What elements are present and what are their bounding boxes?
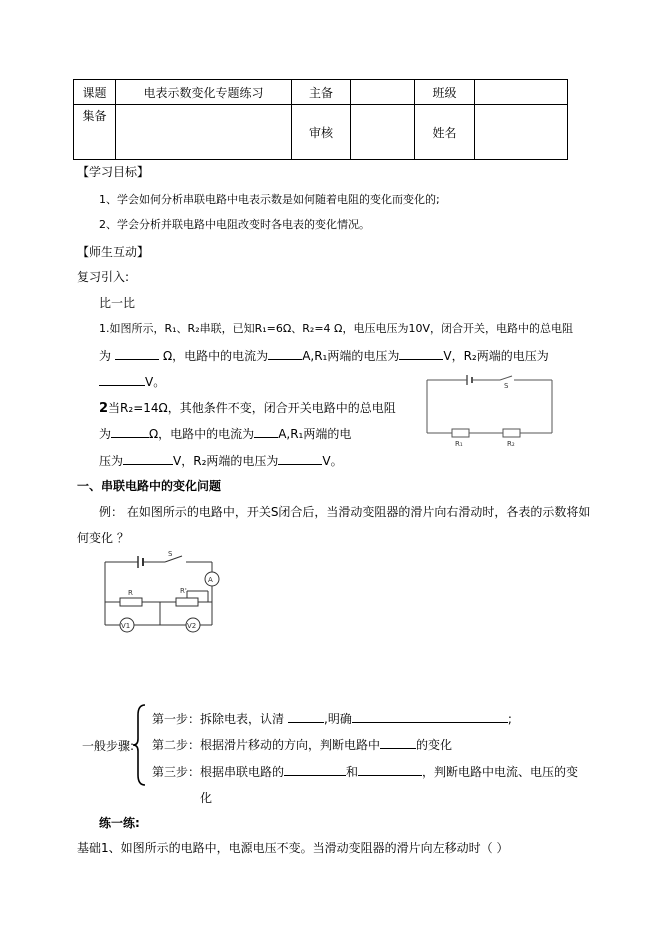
compare-label: 比一比 <box>99 296 136 310</box>
q2-text-d: 压为 <box>99 454 124 468</box>
step1-text-b: ,明确 <box>324 712 352 726</box>
switch-s-label: S <box>168 550 173 558</box>
q2-number: 2 <box>99 401 109 416</box>
goals-heading: 【学习目标】 <box>77 165 150 179</box>
q2-text-c: A,R₁两端的电 <box>278 427 352 441</box>
step2-text-b: 的变化 <box>416 738 453 752</box>
collective-value <box>116 105 292 160</box>
step-3 <box>152 763 578 780</box>
blank-r2-voltage[interactable] <box>99 373 145 386</box>
q1-unit: V。 <box>145 375 166 389</box>
name-value <box>475 105 568 160</box>
section-heading: 一、串联电路中的变化问题 <box>77 479 222 493</box>
q2-text-f: V。 <box>322 454 343 468</box>
step3-text-a: 第三步：根据串联电路的 <box>152 765 285 779</box>
topic-label: 课题 <box>74 80 116 105</box>
blank-r1-voltage[interactable] <box>399 347 443 360</box>
blank-step1-b[interactable] <box>352 710 508 723</box>
r1-label: R₁ <box>455 440 463 448</box>
blank-step2[interactable] <box>380 736 416 749</box>
step-3-continued: 化 <box>200 791 213 805</box>
voltmeter-v1-label: V1 <box>121 622 131 630</box>
rheostat-label: R' <box>180 587 187 595</box>
q1-line3 <box>99 373 165 390</box>
steps-label: 一般步骤: <box>82 739 135 753</box>
goal-item-2: 2、学会分析并联电路中电阻改变时各电表的变化情况。 <box>99 218 370 231</box>
interaction-heading: 【师生互动】 <box>77 245 150 259</box>
example-line1: 例： 在如图所示的电路中，开关S闭合后，当滑动变阻器的滑片向右滑动时，各表的示数将如 <box>99 505 591 519</box>
step1-text-a: 第一步：拆除电表，认清 <box>152 712 285 726</box>
blank-q2-r2-voltage[interactable] <box>278 452 322 465</box>
preparer-value <box>351 80 415 105</box>
q1-text-a: 为 <box>99 349 112 363</box>
q2-line2 <box>99 425 351 442</box>
series-circuit-diagram <box>420 372 560 452</box>
blank-step3-a[interactable] <box>284 763 346 776</box>
step-2 <box>152 736 452 753</box>
topic-value: 电表示数变化专题练习 <box>116 80 292 105</box>
step3-text-b: 和 <box>346 765 359 779</box>
preparer-label: 主备 <box>292 80 351 105</box>
q1-line1: 1.如图所示，R₁、R₂串联，已知R₁=6Ω、R₂=4 Ω，电压电压为10V，闭合开关，电路中的总电阻 <box>99 322 573 335</box>
example-line2: 何变化 ？ <box>77 531 129 545</box>
class-value <box>475 80 568 105</box>
reviewer-value <box>351 105 415 160</box>
resistor-r-label: R <box>128 589 133 597</box>
q2-line3 <box>99 452 343 469</box>
blank-q2-r1-voltage[interactable] <box>123 452 173 465</box>
practice-heading: 练一练: <box>99 816 140 830</box>
q2-text-e: V，R₂两端的电压为 <box>173 454 279 468</box>
q1-text-c: A,R₁两端的电压为 <box>302 349 400 363</box>
reviewer-label: 审核 <box>292 105 351 160</box>
collective-label: 集备 <box>74 105 116 160</box>
ammeter-label: A <box>208 576 213 584</box>
voltmeter-v2-label: V2 <box>187 622 197 630</box>
q1-line2 <box>99 347 549 364</box>
blank-step3-b[interactable] <box>358 763 422 776</box>
step-1 <box>152 710 512 727</box>
steps-brace <box>132 703 148 787</box>
goal-item-1: 1、学会如何分析串联电路中电表示数是如何随着电阻的变化而变化的; <box>99 193 440 206</box>
blank-q2-resistance[interactable] <box>111 425 149 438</box>
review-intro: 复习引入: <box>77 270 130 284</box>
step3-text-c: ，判断电路中电流、电压的变 <box>422 765 579 779</box>
q2-line1 <box>99 399 396 416</box>
name-label: 姓名 <box>415 105 475 160</box>
blank-current[interactable] <box>268 347 302 360</box>
q2-text-a: 为 <box>99 427 112 441</box>
blank-q2-current[interactable] <box>254 425 278 438</box>
switch-label: S <box>504 382 509 390</box>
class-label: 班级 <box>415 80 475 105</box>
step2-text-a: 第二步：根据滑片移动的方向，判断电路中 <box>152 738 381 752</box>
rheostat-circuit-diagram <box>100 545 230 640</box>
step1-text-c: ; <box>507 712 512 726</box>
practice-q1: 基础1、如图所示的电路中，电源电压不变。当滑动变阻器的滑片向左移动时（ ） <box>77 841 509 855</box>
q2-text: 当R₂=14Ω，其他条件不变，闭合开关电路中的总电阻 <box>108 401 396 415</box>
blank-step1-a[interactable] <box>288 710 324 723</box>
q2-text-b: Ω，电路中的电流为 <box>149 427 255 441</box>
q1-text-b: Ω，电路中的电流为 <box>163 349 269 363</box>
q1-text-d: V，R₂两端的电压为 <box>443 349 549 363</box>
header-table <box>73 79 568 160</box>
blank-total-resistance[interactable] <box>115 347 159 360</box>
r2-label: R₂ <box>507 440 515 448</box>
